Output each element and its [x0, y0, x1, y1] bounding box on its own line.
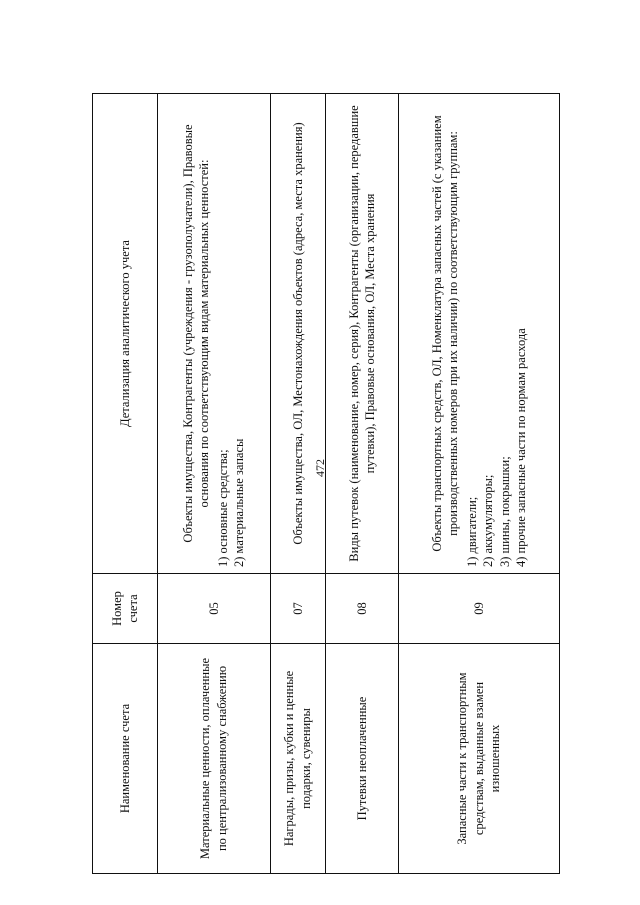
account-number: 07 — [270, 574, 325, 644]
table-row — [399, 94, 560, 874]
account-name: Награды, призы, кубки и ценные подарки, сувениры — [270, 644, 325, 874]
detail-intro: Объекты имущества, ОЛ, Местонахождения объектов (адреса, места хранения) — [290, 122, 305, 545]
page-number: 472 — [313, 459, 327, 477]
detail-intro: Объекты транспортных средств, ОЛ, Номенклатура запасных частей (с указанием производственных номеров при их наличии) по соответствующим группам: — [429, 115, 461, 552]
table-row — [270, 94, 325, 874]
analytical-detail — [325, 94, 399, 574]
detail-intro: Объекты имущества, Контрагенты (учреждения - грузополучатели), Правовые основания по соответствующим видам материальных ценностей: — [180, 124, 212, 543]
detail-item: 4) прочие запасные части по нормам расхода — [514, 328, 529, 567]
account-name: Материальные ценности, оплаченные по централизованному снабжению — [158, 644, 271, 874]
detail-item: 2) материальные запасы — [232, 438, 247, 567]
account-name: Запасные части к транспортным средствам, выданные взамен изношенных — [399, 644, 560, 874]
account-number: 05 — [158, 574, 271, 644]
analytical-detail — [270, 94, 325, 574]
analytical-detail — [399, 94, 560, 574]
detail-item: 3) шины, покрышки; — [497, 456, 512, 567]
table-row — [325, 94, 399, 874]
detail-item: 2) аккумуляторы; — [481, 474, 496, 567]
detail-item: 1) двигатели; — [464, 496, 479, 567]
header-analytical-detail: Детализация аналитического учета — [93, 94, 158, 574]
table-row — [158, 94, 271, 874]
header-account-number: Номер счета — [93, 574, 158, 644]
analytical-detail — [158, 94, 271, 574]
detail-item: 1) основные средства; — [215, 449, 230, 567]
header-account-name: Наименование счета — [93, 644, 158, 874]
detail-intro: Виды путевок (наименование, номер, серия), Контрагенты (организации, передавшие путевки), Правовые основания, ОЛ, Места хранения — [346, 105, 378, 562]
accounts-table — [92, 93, 560, 874]
account-name: Путевки неоплаченные — [325, 644, 399, 874]
account-number: 08 — [325, 574, 399, 644]
detail-list — [215, 100, 248, 567]
detail-list — [464, 100, 530, 567]
account-number: 09 — [399, 574, 560, 644]
table-header-row — [93, 94, 158, 874]
